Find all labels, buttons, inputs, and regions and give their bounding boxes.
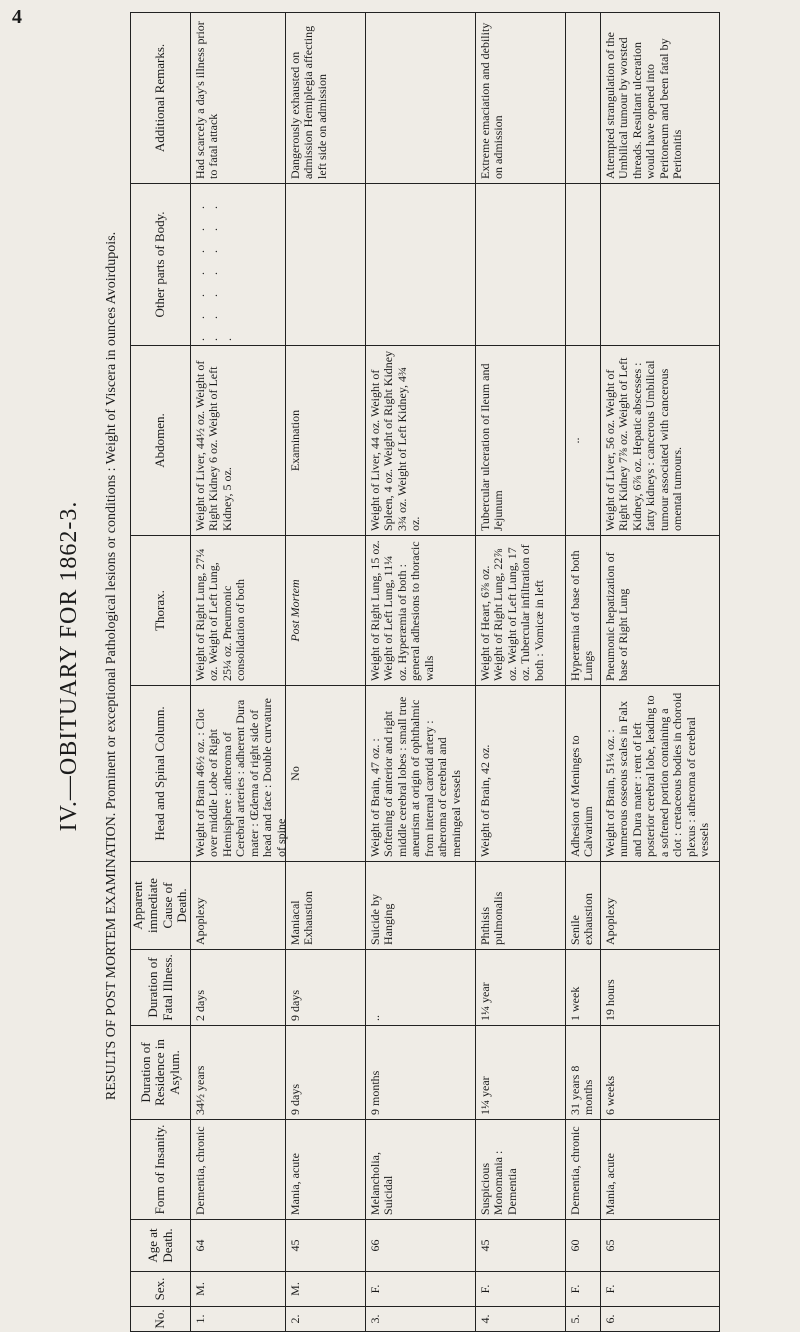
header-sex: Sex. [130, 1272, 190, 1307]
row6-thorax: Pneumonic hepatization of base of Right Lung [600, 536, 720, 686]
running-title: IV.—OBITUARY FOR 1862-3. [56, 500, 82, 832]
row6-duration-asylum: 6 weeks [600, 1026, 720, 1120]
row4-age: 45 [475, 1220, 565, 1272]
row4-head: Weight of Brain, 42 oz. [475, 686, 565, 862]
row5-head: Adhesion of Meninges to Calvarium [565, 686, 600, 862]
table-title: RESULTS OF POST MORTEM EXAMINATION. [104, 812, 119, 1101]
row2-remarks: Dangerously exhausted on admission Hemiplegia affecting left side on admission [285, 12, 365, 184]
row3-age: 66 [365, 1220, 475, 1272]
row5-remarks [565, 12, 600, 184]
table-subtitle-text: Prominent or exceptional Pathological lesions or conditions : Weight of Viscera in ounces Avoirdupois. [104, 231, 119, 810]
header-no: No. [130, 1307, 190, 1332]
row1-form: Dementia, chronic [190, 1120, 285, 1220]
row6-abdomen: Weight of Liver, 56 oz. Weight of Right Kidney 7⅞ oz. Weight of Left Kidney, 6⅞ oz. Hepatic abscesses : fatty kidneys : cancerous Umbilical tumour associated with cancerous omental tumours. [600, 346, 720, 536]
row1-head: Weight of Brain 46½ oz. : Clot over middle Lobe of Right Hemisphere : atheroma of Cerebral arteries : adherent Dura mater : Œdema of right side of head and face : Double curvature of spine [190, 686, 285, 862]
row3-duration-illness: .. [365, 950, 475, 1026]
header-duration-illness: Duration of Fatal Illness. [130, 950, 190, 1026]
row6-age: 65 [600, 1220, 720, 1272]
row1-abdomen: Weight of Liver, 44½ oz. Weight of Right Kidney 6 oz. Weight of Left Kidney, 5 oz. [190, 346, 285, 536]
row5-duration-asylum: 31 years 8 months [565, 1026, 600, 1120]
row6-cause: Apoplexy [600, 862, 720, 950]
row1-cause: Apoplexy [190, 862, 285, 950]
header-other: Other parts of Body. [130, 184, 190, 346]
row3-other [365, 184, 475, 346]
row4-abdomen: Tubercular ulceration of Ileum and Jejunum [475, 346, 565, 536]
row2-other [285, 184, 365, 346]
row3-head: Weight of Brain, 47 oz. : Softening of anterior and right middle cerebral lobes : small true aneurism at origin of ophthalmic from internal carotid artery : atheroma of cerebral and meningeal vessels [365, 686, 475, 862]
row2-thorax: Post Mortem [285, 536, 365, 686]
header-form: Form of Insanity. [130, 1120, 190, 1220]
row4-duration-asylum: 1¼ year [475, 1026, 565, 1120]
row4-cause: Phthisis pulmonalis [475, 862, 565, 950]
header-remarks: Additional Remarks. [130, 12, 190, 184]
row4-form: Suspicious Monomania : Dementia [475, 1120, 565, 1220]
row4-thorax: Weight of Heart, 6⅞ oz. Weight of Right Lung, 22⅞ oz. Weight of Left Lung, 17 oz. Tubercular infiltration of both : Vomicæ in left [475, 536, 565, 686]
row6-duration-illness: 19 hours [600, 950, 720, 1026]
row6-head: Weight of Brain, 51¼ oz. : numerous osseous scales in Falx and Dura mater : rent of left posterior cerebral lobe, leading to a softened portion containing a clot : cretaceous bodies in choroid plexus : atheroma of cerebral vessels [600, 686, 720, 862]
row5-cause: Senile exhaustion [565, 862, 600, 950]
row4-remarks: Extreme emaciation and debility on admission [475, 12, 565, 184]
row6-form: Mania, acute [600, 1120, 720, 1220]
row3-duration-asylum: 9 months [365, 1026, 475, 1120]
header-head: Head and Spinal Column. [130, 686, 190, 862]
row2-form: Mania, acute [285, 1120, 365, 1220]
header-duration-asylum: Duration of Residence in Asylum. [130, 1026, 190, 1120]
row3-no: 3. [365, 1307, 475, 1332]
row1-age: 64 [190, 1220, 285, 1272]
row3-abdomen: Weight of Liver, 44 oz. Weight of Spleen, 4 oz. Weight of Right Kidney 3¾ oz. Weight of Left Kidney, 4¾ oz. [365, 346, 475, 536]
row5-duration-illness: 1 week [565, 950, 600, 1026]
row4-duration-illness: 1¼ year [475, 950, 565, 1026]
row2-abdomen: Examination [285, 346, 365, 536]
row5-sex: F. [565, 1272, 600, 1307]
row3-thorax: Weight of Right Lung, 15 oz. Weight of Left Lung, 11¼ oz. Hyperæmia of both : general adhesions to thoracic walls [365, 536, 475, 686]
row1-duration-illness: 2 days [190, 950, 285, 1026]
row1-sex: M. [190, 1272, 285, 1307]
header-age: Age at Death. [130, 1220, 190, 1272]
row4-sex: F. [475, 1272, 565, 1307]
row6-no: 6. [600, 1307, 720, 1332]
header-thorax: Thorax. [130, 536, 190, 686]
row6-other [600, 184, 720, 346]
row1-remarks: Had scarcely a day's illness prior to fatal attack [190, 12, 285, 184]
row1-no: 1. [190, 1307, 285, 1332]
row5-thorax: Hyperæmia of base of both Lungs [565, 536, 600, 686]
header-cause: Apparent immediate Cause of Death. [130, 862, 190, 950]
page-number: 4 [12, 6, 22, 28]
row5-no: 5. [565, 1307, 600, 1332]
row3-form: Melancholia, Suicidal [365, 1120, 475, 1220]
row4-no: 4. [475, 1307, 565, 1332]
row2-head: No [285, 686, 365, 862]
row5-abdomen: .. [565, 346, 600, 536]
row2-age: 45 [285, 1220, 365, 1272]
row2-cause: Maniacal Exhaustion [285, 862, 365, 950]
row6-sex: F. [600, 1272, 720, 1307]
post-mortem-table [130, 12, 720, 1332]
row3-remarks [365, 12, 475, 184]
row1-duration-asylum: 34½ years [190, 1026, 285, 1120]
row4-other [475, 184, 565, 346]
row5-form: Dementia, chronic [565, 1120, 600, 1220]
row3-sex: F. [365, 1272, 475, 1307]
row2-sex: M. [285, 1272, 365, 1307]
table-subtitle [104, 0, 120, 1332]
row1-other: . . . . . . . . . . . . . . . [190, 184, 285, 346]
row2-no: 2. [285, 1307, 365, 1332]
row3-cause: Suicide by Hanging [365, 862, 475, 950]
row2-duration-asylum: 9 days [285, 1026, 365, 1120]
row1-thorax: Weight of Right Lung, 27¼ oz. Weight of Left Lung, 25¼ oz. Pneumonic consolidation of both [190, 536, 285, 686]
row2-duration-illness: 9 days [285, 950, 365, 1026]
row6-remarks: Attempted strangulation of the Umbilical tumour by worsted threads. Resultant ulceration would have opened into Peritoneum and been fatal by Peritonitis [600, 12, 720, 184]
header-abdomen: Abdomen. [130, 346, 190, 536]
row5-other [565, 184, 600, 346]
row5-age: 60 [565, 1220, 600, 1272]
